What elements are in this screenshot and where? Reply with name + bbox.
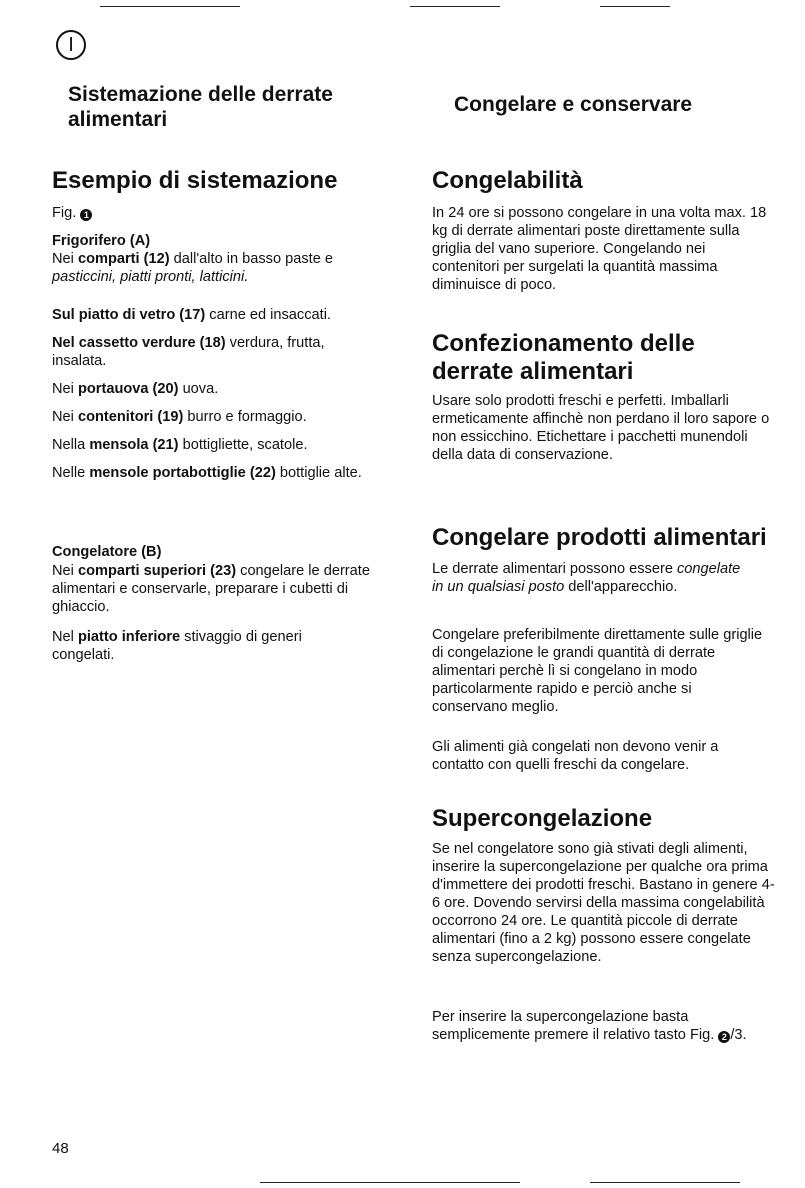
freezer-title	[52, 543, 161, 561]
left-column	[52, 0, 382, 1188]
text-bold: Sul piatto di vetro (17)	[52, 307, 206, 323]
text-super-2	[432, 1008, 757, 1044]
paragraph-comparti	[52, 250, 382, 286]
text-congelare-1	[432, 560, 752, 596]
text-bold: contenitori (19)	[77, 409, 184, 425]
text: Nei	[52, 251, 78, 267]
fridge-title	[52, 232, 150, 250]
text: Le derrate alimentari possono essere	[432, 561, 677, 577]
text: stivaggio di generi congelati.	[52, 629, 302, 663]
text: Nel	[52, 629, 78, 645]
heading-congelabilita: Congelabilità	[432, 167, 583, 194]
text: Nella	[52, 437, 90, 453]
text: congelare le derrate alimentari e conservarle, preparare i cubetti di ghiaccio.	[52, 563, 370, 615]
text: Nei	[52, 563, 78, 579]
freezer-title-text: Congelatore (B)	[52, 544, 162, 560]
text: uova.	[178, 381, 219, 397]
paragraph-portauova	[52, 380, 382, 398]
text: dall'alto in basso paste e	[169, 251, 334, 267]
paragraph-comparti-superiori	[52, 562, 388, 616]
figure-number-icon: 1	[80, 209, 92, 221]
paragraph-piatto-vetro	[52, 306, 382, 324]
paragraph-piatto-inferiore	[52, 628, 352, 664]
text: verdura, frutta, insalata.	[52, 335, 325, 369]
text-bold: comparti superiori (23)	[77, 563, 237, 579]
fig-label: Fig.	[689, 1027, 715, 1043]
text-congelare-2: Congelare preferibilmente direttamente sulle griglie di congelazione le grandi quantità di derrate alimentari perchè lì si congelano in modo particolarmente rapido e perciò anche si conservano meglio.	[432, 627, 763, 715]
text: bottiglie alte.	[275, 465, 362, 481]
text: bottigliette, scatole.	[178, 437, 308, 453]
paragraph-mensola	[52, 436, 382, 454]
text-bold: comparti (12)	[77, 251, 170, 267]
text-confezionamento: Usare solo prodotti freschi e perfetti. Imballarli ermeticamente affinchè non perdano il loro sapore o non essicchino. Etichettare i pacchetti munendoli della data di conservazione.	[432, 393, 770, 463]
text: carne ed insaccati.	[205, 307, 331, 323]
fig-reference	[52, 204, 92, 222]
text-congelare-3: Gli alimenti già congelati non devono venir a contatto con quelli freschi da congelare.	[432, 739, 719, 773]
section-title-left: Sistemazione delle derrate alimentari	[68, 83, 333, 131]
text-bold: portauova (20)	[77, 381, 179, 397]
heading-supercongelazione: Supercongelazione	[432, 805, 653, 832]
paragraph-mensole-portabottiglie	[52, 464, 377, 482]
text-bold: Nel cassetto verdure (18)	[52, 335, 226, 351]
fig-label: Fig.	[52, 205, 77, 221]
heading-confezionamento: Confezionamento delle derrate alimentari	[432, 330, 695, 385]
text: Nei	[52, 381, 78, 397]
text: Nelle	[52, 465, 90, 481]
text-bold: piatto inferiore	[77, 629, 181, 645]
text: burro e formaggio.	[183, 409, 307, 425]
text-bold: mensole portabottiglie (22)	[89, 465, 276, 481]
section-title-right: Congelare e conservare	[454, 93, 693, 116]
text-super-1: Se nel congelatore sono già stivati degli alimenti, inserire la supercongelazione per qualche ora prima d'immettere dei prodotti freschi. Bastano in genere 4-6 ore. Dovendo servirsi della massima congelabilità occorrono 24 ore. Le quantità piccole di derrate alimentari (fino a 2 kg) possono essere congelate senza supercongelazione.	[432, 841, 775, 965]
text: /3.	[730, 1027, 747, 1043]
page-number: 48	[52, 1140, 69, 1157]
right-column	[432, 0, 775, 1188]
text: Per inserire la supercongelazione basta semplicemente premere il relativo tasto	[432, 1009, 689, 1043]
paragraph-cassetto	[52, 334, 342, 370]
figure-number-icon: 2	[718, 1031, 730, 1043]
text-italic: congelate in un qualsiasi posto	[432, 561, 741, 595]
text-congelabilita: In 24 ore si possono congelare in una volta max. 18 kg di derrate alimentari poste direttamente sulla griglia del vano superiore. Congelando nei contenitori per surgelati la quantità massima diminuisce di poco.	[432, 205, 767, 293]
heading-esempio: Esempio di sistemazione	[52, 167, 338, 194]
text: dell'apparecchio.	[564, 579, 678, 595]
paragraph-contenitori	[52, 408, 382, 426]
fridge-title-text: Frigorifero (A)	[52, 233, 151, 249]
text-bold: mensola (21)	[89, 437, 179, 453]
text-italic: pasticcini, piatti pronti, latticini.	[52, 269, 249, 285]
language-badge: I	[56, 30, 86, 60]
heading-congelare-prodotti: Congelare prodotti alimentari	[432, 524, 767, 551]
text: Nei	[52, 409, 78, 425]
